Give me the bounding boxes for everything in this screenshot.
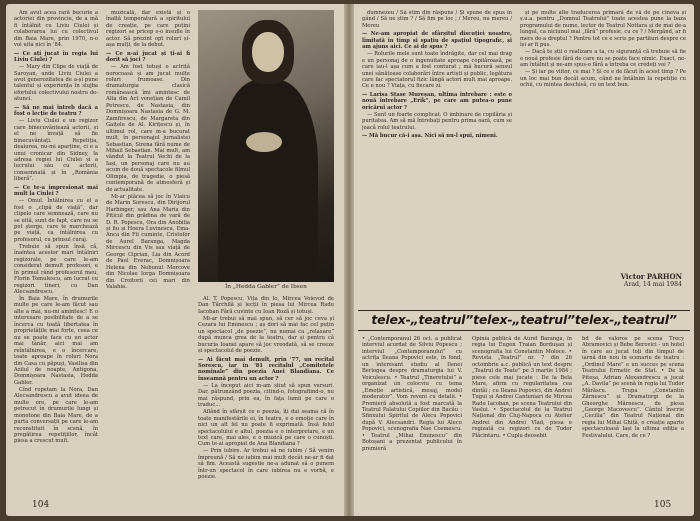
interview-answer: — Liviu Ciulei e un regizor care binecuvântează actorii, și el ne învață să fie binecuvântați. Repetiția, deaiurea, nu-mi aparține, ci e a unui cronicar din Sidney, la adresa regiei lui Ciulei și a lucrului său cu actorii, consemnată și în „România liberă”. xyxy=(14,118,98,183)
right-page-column-2 xyxy=(520,10,686,264)
interview-answer: — Dacă te știi o realizare a ta, cu siguranță că trebuie să fie o nouă profesie fără de care nu se poate face nimic. Exact, ne-am întâlnit și ne-am spus-o fără a întreba ce credeți voi ? xyxy=(520,49,686,69)
author-signature xyxy=(584,272,682,288)
interview-question: — Larisa Stase Mureșan, ultima întrebare : este o nouă întrebare „Erik”, pe care am putea-o pune oricărui actor ? xyxy=(362,91,512,111)
interview-answer: și pe multe alte traducerea primară de vă de pe cineva și ș.u.a. pentru „Domnul Teatrului” toate acestea pune la baza programului de nume, lector de Teatrul Nottara și de mai de-a lungul, ca niciunul mai „fără” profesie, cu ce ? / Mergând, ar fi mers de-a dreptul ? Pentru tot ce e scris pe partituri despre ce își ar fi pus. xyxy=(520,10,686,49)
interview-answer: Cînd repetam la Nora, Dan Alecsandrescu a avut ideea de multe ore, pe care le-am petrecut în drumurile lungi și monotone din Baia Mare, de a purta conversații pe care le-am reconstituit în scenă, în pregătirea repetițiilor, încât piesa a crescut mult. xyxy=(14,386,98,445)
interview-answer: — Mary din Clipe de viață de Saroyan, unde Liviu Ciulei a avut generozitatea de a-și pune talentul și experiența în slujba efortului colectivului nostru de-atunci. xyxy=(14,64,98,103)
interview-question: — Ce n-ai jucat și ți-ai fi dorit să joci ? xyxy=(106,50,190,64)
interview-answer: Mi-ar plăcea să joc în Vlaicu de Marin Sorescu, din Dirijorul Harbinger, sau Ana Maria din Piticul din grădina de vară de D. R. Popescu, Ora din Anobilia și fiu și Hoera Luvinescu, Ema-Anca din Fii cuminte, Cristofor de Aurel Baranga, Magda Mircescu din Vis sau viață de George Ciprian, Lia din Acord de Paul Everac, Domnișoara Helena din Nebunul Morcove din Nicolae Iorga Domnișoara din Croitorii cei mari din Valahia. xyxy=(106,193,190,291)
left-page-column-2 xyxy=(106,10,190,498)
interview-question: — Ce ați jucat în regia lui Liviu Ciulei ? xyxy=(14,50,98,64)
right-page xyxy=(354,4,694,516)
interview-question: — Să ne mai întreb dacă a fost o lecție de teatru ? xyxy=(14,104,98,118)
interview-answer: — Am fost totuși o actriță norocoasă și am jucat multe roluri frumoase. Din dramaturgia clasică românească îmi amintesc de Alta din Act venețian de Camil Petrescu, de Nastasia, din Domnișoara Nastasia de G. M. Zamfirescu, de Margareta din Gaițele de Al. Kirițescu și, în ultimul rol, care m-a bucurat mult, în personajul jurnalistei Sebastian, Sirena fără nume de Mihail Sebastian. Mai mult, am vândut la Teatrul Vechi de la Iași, un personaj care nu au acum de două spectacole filmul Olimpia, de tragedie, o piesă contemporană de atmosferă și de actualitate. xyxy=(106,64,190,193)
page-number-right: 105 xyxy=(654,500,672,510)
signature-place-date: Arad, 14 mai 1984 xyxy=(623,281,682,288)
interview-answer: — Prin iubire. Ar trebui să ne iubim / Să venim împreună / Să ne iubim mai mult decât ne-ar fi dat să fim. Această sugestie ne-a adunat să o punem într-un spectacol în care iubirea nu e vorbă, e poezie. xyxy=(198,448,334,481)
actress-photo xyxy=(198,10,334,282)
interview-answer: Aflând în sfârșit ce e poezia, îți dai seama că în toate manifestările ei, în teatru, e o emoție care în nici un alt fel nu poate fi exprimată. Însă felul spectacolului e altul, poezia e o interpretare, e un text care, mai ales, e o muzică pe care o cunoști. Cum te-ai apropiat de Ana Blandiana ? xyxy=(198,409,334,448)
band-top-rule xyxy=(358,310,690,311)
interview-answer: — Rolurile mele sunt toate îndrăgite, dar cel mai drag e un personaj de o ingenuitate aproape copilăroasă, pe care iau-l așa cum a fost conturat ; mă bucură sensul unei sănătoase colaborări între artiști și public, legătura care fac spectatorul fizic lângă actori mult mai aproape. Ce e nou ? Viața, cu fiecare zi. xyxy=(362,51,512,90)
interview-answer: — La început aici m-am știut să spun versuri. Dar, pătrunzând poezia, citind-o, fotografiind-o, nu mai răspund, prin ea, în fața lumii pe care o traduc... xyxy=(198,382,334,409)
left-page-column-1 xyxy=(14,10,98,498)
interview-answer: În Baia Mare, în drumurile multe pe care le-am făcut sau alte a mai, nu-mi amintesc! E o interesare posibilitate de a se încerca cu toată libertatea în proprietățile mai forte, ceea ce nu se poate face cu un actor mai tânăr, aici mai am reîntâlnirea, e o încercare, toate aproape în roluri Nora din Casa cu păpuși, Vasilisa din Azilul de noapte, Antigona, Domnișoara Nastasia, Hedda Gabler. xyxy=(14,295,98,386)
interview-answer: dumnezeu / Să stim din răspuns / Și spune de spus în gând / Să ne știm ? / Să fim pe loc ; / Mereu, nu mereu / Mereu xyxy=(362,10,512,29)
photo-caption: În „Hedda Gabler” de Ibsen xyxy=(225,284,307,290)
interview-answer: — Omul. Întâlnirea cu el a fost o „clipă de viață”, dar clipele care semnează, care nu se uită, sunt de fapt, care nu se pot șterge, care te marchează pe viață, ca întâlnirea cu profesorul, cu prinsul curaj. xyxy=(14,198,98,243)
interview-answer: muzicală, dar există și o înaltă temperatură a spiritului de creație, pe care puțini regizori se pricep s-o insufle în actor. Să prezint opt roluri și-așa mulți, de la debut. xyxy=(106,10,190,49)
interview-answer: — Și iar pe viitor, ce mai ? Și ce e de făcut în acest timp ? Pe un loc mai bun decât acum, când ne întâlnim la repetiție cu ochii, cu mintea deschisă, cu un text bun. xyxy=(520,69,686,88)
right-page-column-1 xyxy=(362,10,512,282)
interview-answer: Am avut acea rară bucurie a actoriei din provincie, de a mă fi întâlnit cu Liviu Ciulei și colaborarea lui cu colectivul din Baia Mare, prin 1970, n-o voi uita nici în '84. xyxy=(14,10,98,49)
interview-question: — Ne-am apropiat de sfârșitul discuției noastre, limitată în timp și spațiu de spațiul tipografic, și am ajuns aici. Ce ai de spus ? xyxy=(362,31,512,51)
interview-question: — Ce te-a impresionat mai mult la Ciulei ? xyxy=(14,184,98,198)
page-number-left: 104 xyxy=(32,500,50,510)
telex-band-title: telex-„teatrul”telex-„teatrul”telex-„teatrul” xyxy=(371,312,677,327)
telex-column-3: bd de valoros pe scena Trecy Abramovici și Bebe Berovici - un hotel în care au jucat toți din timpul de iarnă din nou în scenariu de teatru : „Ordinul Mare” e un succes pe scena Teatrului Ermetic de Stat. • De la Piteșa, Adrian Alexandrescu a jucat „A. Davila” pe scenă în regia lui Tudor Mărăscu. Trupa „Constantin Zărnescu” și Dramaturgi de la Gheorghe Mărnescu, de piesa „George Macovescu”. Cântul înscrie „Cecilia” din Teatrul Național din regia lui Mihai Ghiță, o creație aparte spectaculoasă Iași la ultima ediție a Festivalului. Care, de ce ? xyxy=(582,336,684,439)
interview-answer: — Sunt un foarte complicat. O imbinare de copilăria și puritatea. Am să mă întrebați pentru prima oară, cum se joacă rolul teatrului. xyxy=(362,111,512,131)
interview-question: — Mă bucur că-i așa. Nici să nu-l spui, nimeni. xyxy=(362,133,498,140)
interview-question: — Ai făcut mai demult, prin '77, un recital Sorescu, iar în '81 recitalul „Comitetele nominale” din poezia Anei Blandiana. Ce înseamnă pentru un actor ? xyxy=(198,356,334,382)
interview-answer: Mi-ar trebui să mai spun, să cer să joc ceva și Cezara lui Eminescu ; aș dori să mai fac cel puțin un spectacol „de poezie”, nu numai ca „relaxare” după munca grea de la teatru, dar și pentru că bucuria Ioanei apare să joc vreodată, să se creeze și spectacolul de poezie. xyxy=(198,315,334,355)
telex-column-2: Opinia publică de Aurel Baranga, în regia lui Eugen Traian Bordușan și scenografia lui Constantin Moloce. • Revista „Teatrul” nr. 7 din 26 octombrie a.c. publică un text despre „Teatrul de Toate” pe 3 martie 1984 ; piese cele mai jucate : De la Bela Mare, afirm cu regularitatea cea dintâi ; cu Ileana Popovici, din Andrei Tugui și Andrei Cantuniari de Mircea Radu Iacoban, pe scena Teatrului din Vaslui. • Spectacolul de la Teatrul Național din Cluj-Napoca cu Atelier Andrei din Andrei Vlad, piesa e regizată cu regizori ce de Tudor Plăcintaru. • Cuplu deosebit xyxy=(472,336,572,439)
author-name: Victor PARHON xyxy=(620,272,682,281)
interview-answer: Trebuie să spun însă că, înaintea acestor mari întâlniri regizorale, pe care le-am considerat demult profesori, e în primul rând profesorul meu, Florin Tomulescu, am lucrat cu regizori tineri, cu Dan Alecsandrescu. xyxy=(14,243,98,296)
band-bottom-rule xyxy=(358,330,690,331)
left-page-column-3 xyxy=(198,296,334,496)
interview-answer: Al. T. Popescu, Vița din Io, Mircea Voievod de Dan Tărchilă și lecții în piesa lui Mircea Radu Iacoban Fără cuvinte cu Ioan Roză și totuși. xyxy=(198,296,334,315)
telex-column-1: • „Contemporanul 26 oct. a publicat interviul acordat de Silviu Popescu ; interviul „Contemporanului” cu actrița Ileana Popovici este, în fond, un interesant studiu al Ilenei Berlogea despre dramaturgia lui V. Voiculescu. • Teatrul „Tineretului” a organizat un colocviu cu tema „Emoție artistică, mesaj, model moderator”. Vom reveni cu detalii. • Premieră absolută a fost marcată la Teatrul Palatului Copiilor din Bacău : Sfinxului Spiritul de Alecu Popovici după V. Alecsandri. Regia lui Alecu Popovici, scenografia Nae Cosmescu. • Teatrul „Mihai Eminescu” din Botoșani a prezentat publicului în premieră xyxy=(362,336,462,452)
book-gutter xyxy=(344,4,354,516)
left-page xyxy=(6,4,344,516)
